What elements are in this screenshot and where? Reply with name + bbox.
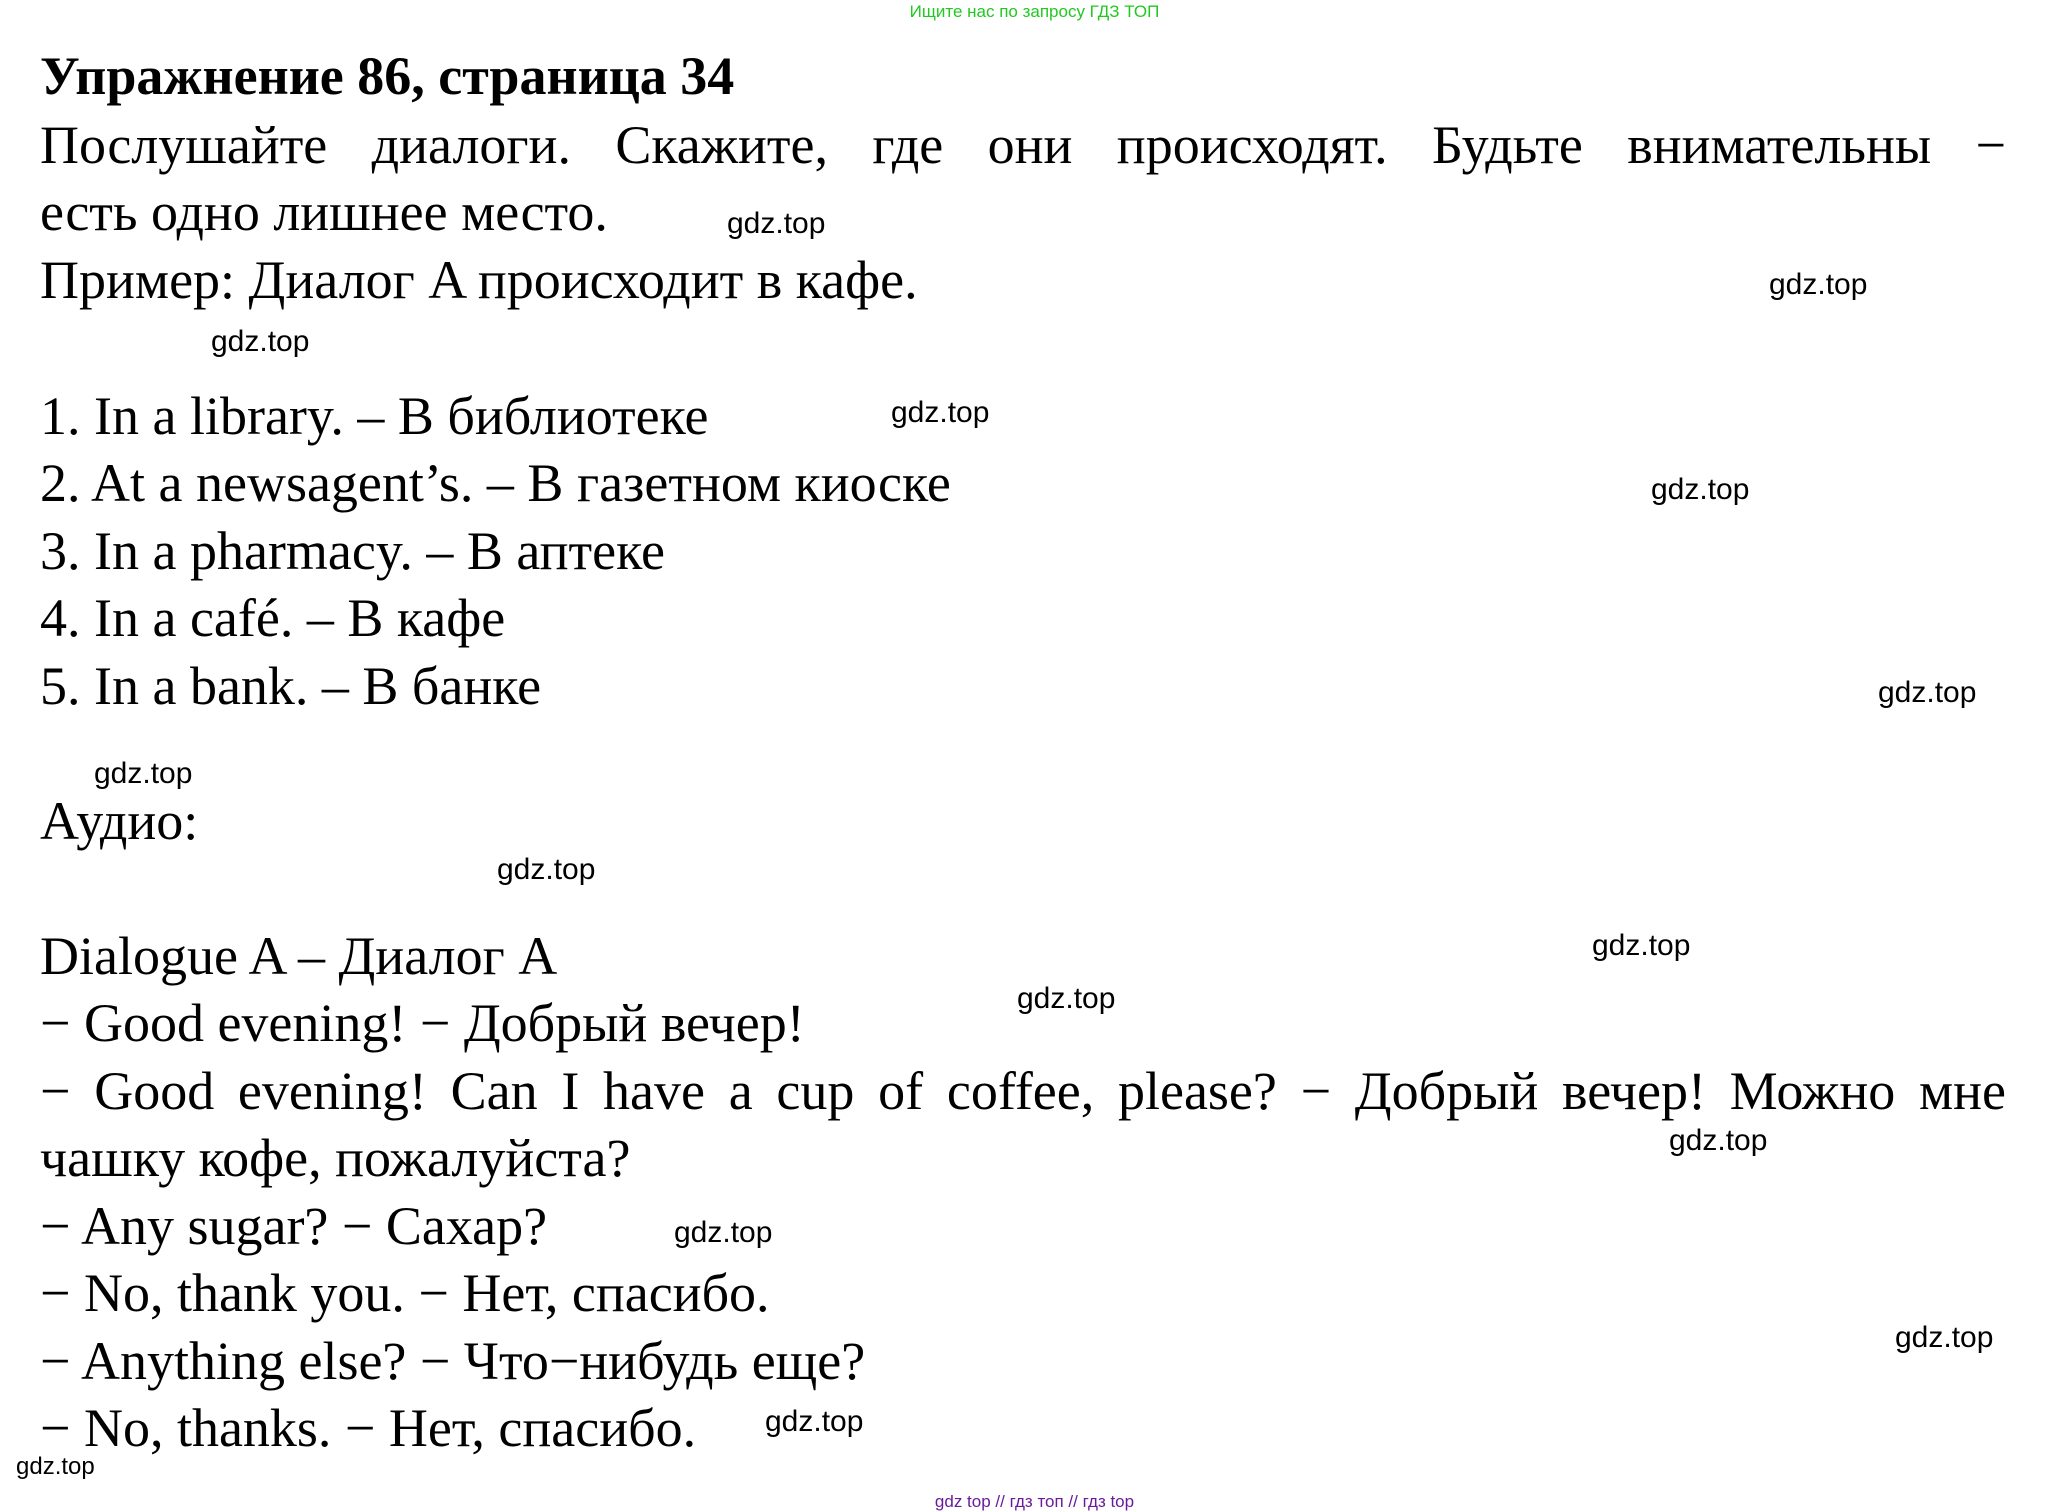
answer-item: 4. In a café. – В кафе (40, 588, 506, 648)
dialogue-line: чашку кофе, пожалуйста? (40, 1128, 631, 1188)
watermark: gdz.top (1651, 473, 1750, 506)
watermark: gdz.top (16, 1453, 95, 1480)
answer-item: 3. In a pharmacy. – В аптеке (40, 521, 665, 581)
answer-item: 5. In a bank. – В банке (40, 656, 542, 716)
dialogue-heading: Dialogue A – Диалог А (40, 926, 558, 986)
watermark: gdz.top (94, 757, 193, 790)
footer-watermark: gdz top // гдз топ // гдз top (934, 1492, 1135, 1511)
watermark: gdz.top (1769, 268, 1868, 301)
dialogue-line: − Good evening! Can I have a cup of coffee, please? − Добрый вечер! Можно мне (40, 1061, 2006, 1121)
watermark: gdz.top (1017, 982, 1116, 1015)
watermark: gdz.top (765, 1405, 864, 1438)
answer-item: 1. In a library. – В библиотеке (40, 386, 709, 446)
watermark: gdz.top (497, 853, 596, 886)
watermark: gdz.top (1669, 1124, 1768, 1157)
watermark: gdz.top (1878, 676, 1977, 709)
exercise-title: Упражнение 86, страница 34 (40, 46, 735, 106)
watermark: gdz.top (1592, 929, 1691, 962)
watermark: gdz.top (674, 1216, 773, 1249)
dialogue-line: − Any sugar? − Сахар? (40, 1196, 548, 1256)
dialogue-line: − Anything else? − Что−нибудь еще? (40, 1331, 866, 1391)
watermark: gdz.top (1895, 1321, 1994, 1354)
example-text: Пример: Диалог A происходит в кафе. (40, 250, 918, 310)
dialogue-line: − Good evening! − Добрый вечер! (40, 993, 805, 1053)
top-banner: Ищите нас по запросу ГДЗ ТОП (909, 2, 1160, 21)
watermark: gdz.top (727, 207, 826, 240)
audio-label: Аудио: (40, 791, 199, 851)
instruction-line-1: Послушайте диалоги. Скажите, где они происходят. Будьте внимательны − (40, 115, 2006, 175)
answer-item: 2. At a newsagent’s. – В газетном киоске (40, 453, 951, 513)
dialogue-line: − No, thanks. − Нет, спасибо. (40, 1398, 697, 1458)
dialogue-line: − No, thank you. − Нет, спасибо. (40, 1263, 770, 1323)
watermark: gdz.top (211, 325, 310, 358)
instruction-line-2: есть одно лишнее место. (40, 182, 608, 242)
watermark: gdz.top (891, 396, 990, 429)
